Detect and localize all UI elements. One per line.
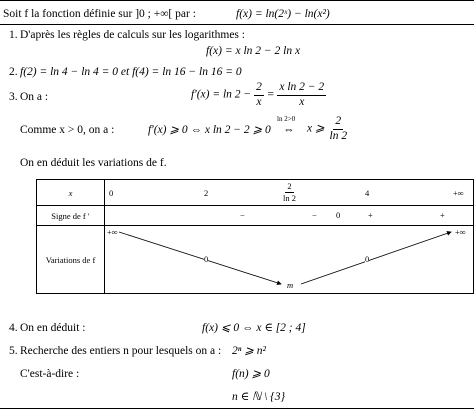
inequality-right-text: x ⩾: [307, 122, 325, 135]
table-row-x: [37, 180, 474, 206]
deduce-text: On en déduit les variations de f.: [20, 157, 167, 169]
derivative-left: f′(x) = ln 2 −: [191, 88, 252, 101]
item1-number: 1.: [9, 29, 18, 41]
sign-plus-1: +: [368, 210, 373, 220]
item1-text: D'après les règles de calculs sur les logarithmes :: [20, 29, 245, 41]
item5-number: 5.: [9, 345, 18, 357]
x-values-container: [105, 180, 473, 205]
fraction-numerator: x ln 2 − 2: [277, 82, 326, 96]
item5-formula3: n ∈ ℕ \ {3}: [232, 391, 286, 403]
item4-formula: f(x) ⩽ 0 ⇔ x ∈ [2 ; 4]: [202, 322, 306, 334]
derivative-formula: [191, 82, 326, 108]
table-row-variation: [37, 226, 474, 294]
item4-text: On en déduit :: [20, 322, 86, 334]
top-rule: [0, 0, 474, 1]
x-value-inf: +∞: [453, 188, 464, 198]
var-value-min: m: [287, 280, 294, 290]
equivalence-arrow: ⇔: [283, 124, 295, 136]
inequality-left: f′(x) ⩾ 0 ⇔ x ln 2 − 2 ⩾ 0: [148, 124, 271, 136]
item4-number: 4.: [9, 322, 18, 334]
x-value-4: 4: [365, 188, 370, 198]
item5-formula: 2ⁿ ⩾ n²: [232, 345, 266, 357]
item5-formula2: f(n) ⩾ 0: [232, 368, 270, 380]
sign-zero: 0: [336, 210, 341, 220]
fraction-numerator: 2: [333, 116, 343, 130]
item1-formula: f(x) = x ln 2 − 2 ln x: [206, 45, 301, 57]
decreasing-arrow: [119, 232, 281, 284]
fraction-numerator: 2: [287, 181, 292, 191]
intro-formula: f(x) = ln(2ˣ) − ln(x²): [236, 8, 330, 20]
table-sign-values: [105, 206, 474, 226]
equals-sign: =: [266, 88, 275, 101]
var-value-zero-2: 0: [365, 254, 370, 264]
fraction-2-over-ln2: [328, 116, 350, 142]
item2-text: f(2) = ln 4 − ln 4 = 0 et f(4) = ln 16 − ln 16 = 0: [20, 66, 242, 78]
x-value-frac: [281, 182, 298, 202]
sign-plus-2: +: [440, 210, 445, 220]
fraction-denominator: ln 2: [283, 192, 296, 203]
item3-lead: On a :: [20, 91, 49, 103]
cest-text: C'est-à-dire :: [20, 368, 80, 380]
intro-text: Soit f la fonction définie sur ]0 ; +∞[ par :: [3, 8, 196, 20]
sign-minus-1: −: [240, 210, 245, 220]
fraction-denominator: ln 2: [329, 129, 348, 142]
item2-number: 2.: [9, 66, 18, 78]
fraction-derivative: [277, 82, 326, 108]
var-value-plus-inf-left: +∞: [107, 227, 118, 237]
bottom-rule: [0, 408, 474, 409]
x-value-0: 0: [109, 188, 114, 198]
intro-rule: [0, 24, 474, 25]
table-header-x: x: [37, 180, 105, 206]
arrow-condition: ln 2>0: [277, 115, 296, 123]
item3-number: 3.: [9, 91, 18, 103]
fraction-2-over-x: [254, 82, 264, 108]
item5-text: Recherche des entiers n pour lesquels on a :: [20, 345, 222, 357]
fraction-2-over-ln2: [281, 182, 298, 202]
comme-text: Comme x > 0, on a :: [20, 124, 115, 136]
sign-minus-2: −: [312, 210, 317, 220]
table-row-sign: [37, 206, 474, 226]
var-value-plus-inf-right: +∞: [455, 227, 466, 237]
sign-values-container: [105, 206, 473, 225]
variation-container: [105, 226, 473, 293]
variation-table: [36, 179, 474, 294]
table-header-variation: Variations de f: [37, 226, 105, 294]
fraction-denominator: x: [299, 95, 305, 108]
fraction-numerator: 2: [254, 82, 264, 96]
increasing-arrow: [301, 232, 451, 284]
table-x-values: [105, 180, 474, 206]
var-value-zero-1: 0: [204, 254, 209, 264]
table-variation-values: [105, 226, 474, 294]
inequality-right: [307, 116, 349, 142]
fraction-denominator: x: [256, 95, 262, 108]
x-value-2: 2: [204, 188, 209, 198]
table-header-sign: Signe de f ′: [37, 206, 105, 226]
